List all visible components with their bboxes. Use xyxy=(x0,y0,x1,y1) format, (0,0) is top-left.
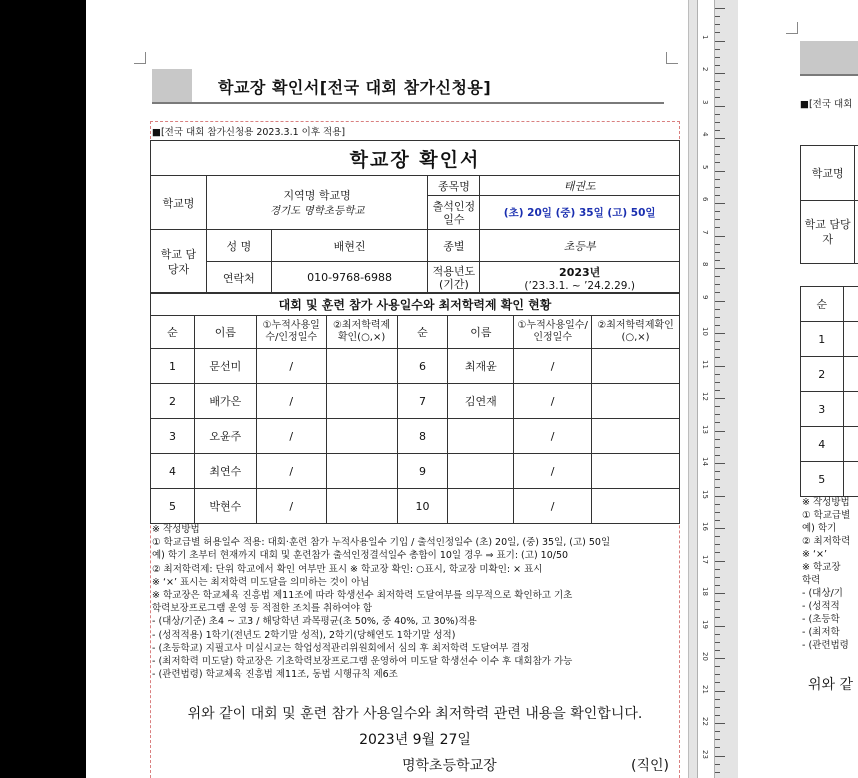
ruler-tick xyxy=(715,203,725,204)
col-no: 순 xyxy=(801,287,844,322)
row-no: 2 xyxy=(801,357,844,392)
ruler-number: 1 xyxy=(701,34,709,39)
section-title: 대회 및 훈련 참가 사용일수와 최저학력제 확인 현황 xyxy=(151,293,680,316)
school-label: 학교명 xyxy=(151,176,207,230)
issue-date[interactable]: 2023년 9월 27일 xyxy=(359,732,471,748)
ruler-tick xyxy=(715,260,720,261)
ruler-tick xyxy=(715,731,720,732)
student-days[interactable]: / xyxy=(256,384,326,419)
table-row xyxy=(801,427,858,462)
ruler-tick xyxy=(715,252,720,253)
note-line: 예) 학기 xyxy=(802,523,837,534)
note-line: ※ ‘×’ 표시는 최저학력 미도달을 의미하는 것이 아님 xyxy=(152,576,370,588)
ruler-tick xyxy=(715,317,720,318)
event-value[interactable]: 태권도 xyxy=(480,176,680,196)
ruler-tick xyxy=(715,301,725,302)
note-line: ※ 작성방법 xyxy=(802,497,850,508)
ruler-tick xyxy=(715,97,720,98)
student-name[interactable] xyxy=(448,419,514,454)
table-row xyxy=(801,392,858,427)
attendance-label: 출석인정일수 xyxy=(428,196,480,230)
header-gray-box xyxy=(800,41,858,76)
note-line: ※ ‘×’ xyxy=(802,549,827,560)
ruler-tick xyxy=(715,146,720,147)
table-row xyxy=(151,419,680,454)
student-name[interactable] xyxy=(448,454,514,489)
form-version-label: ■[전국 대회 참가신청용 2023.3.1 이후 적용] xyxy=(152,127,346,138)
ruler-tick xyxy=(715,114,720,115)
note-line: - (성적적 xyxy=(802,601,840,612)
ruler-tick xyxy=(715,398,725,399)
event-label: 종목명 xyxy=(428,176,480,196)
row-no: 3 xyxy=(151,419,195,454)
instructions-partial xyxy=(802,496,850,652)
ruler-tick xyxy=(715,41,725,42)
student-check[interactable] xyxy=(326,489,397,524)
ruler-tick xyxy=(715,276,720,277)
crop-mark xyxy=(134,52,146,64)
student-name[interactable]: 최연수 xyxy=(194,454,256,489)
ruler-tick xyxy=(715,414,720,415)
ruler-tick xyxy=(715,528,725,529)
school-label: 학교명 xyxy=(801,146,855,201)
student-name[interactable] xyxy=(843,462,858,497)
note-line: - (성적적용) 1학기(전년도 2학기말 성적), 2학기(당해연도 1학기말 성적) xyxy=(152,629,456,641)
ruler-number: 17 xyxy=(701,554,709,564)
student-check[interactable] xyxy=(592,419,680,454)
ruler-number: 22 xyxy=(701,717,709,726)
school-info-table-partial xyxy=(800,145,858,264)
ruler-tick xyxy=(715,439,720,440)
note-line: ※ 학교장 xyxy=(802,562,841,573)
ruler-number: 18 xyxy=(701,587,709,596)
ruler-tick xyxy=(715,764,720,765)
student-name[interactable] xyxy=(843,427,858,462)
next-page-preview[interactable] xyxy=(738,0,858,778)
school-name-cell[interactable] xyxy=(206,176,428,230)
ruler-tick xyxy=(715,292,720,293)
col-min: ②최저학력제확인(○,×) xyxy=(592,316,680,349)
col-name xyxy=(843,287,858,322)
student-name[interactable] xyxy=(448,489,514,524)
contact-value[interactable]: 010-9768-6988 xyxy=(271,262,428,294)
ruler-tick xyxy=(715,154,720,155)
ruler-tick xyxy=(715,658,725,659)
ruler-tick xyxy=(715,349,720,350)
school-name-line1: 지역명 학교명 xyxy=(283,189,351,202)
ruler-number: 20 xyxy=(701,652,709,661)
student-check[interactable] xyxy=(326,384,397,419)
name-value[interactable]: 배현진 xyxy=(271,230,428,262)
header-underline xyxy=(800,74,858,76)
student-name[interactable]: 문선미 xyxy=(194,349,256,384)
header-title: 학교장 확인서[전국 대회 참가신청용] xyxy=(218,78,492,97)
ruler-tick xyxy=(715,691,725,692)
year-value: 2023년 xyxy=(559,265,601,279)
ruler-tick xyxy=(715,617,720,618)
ruler-tick xyxy=(715,8,725,9)
student-check[interactable] xyxy=(326,349,397,384)
col-min: ②최저학력제확인(○,×) xyxy=(326,316,397,349)
ruler-tick xyxy=(715,130,720,131)
ruler-tick xyxy=(715,585,720,586)
note-line: - (최저학력 미도달) 학교장은 기초학력보장프로그램 운영하여 미도달 학생선수 이수 후 대회참가 가능 xyxy=(152,656,573,668)
ruler-number: 11 xyxy=(701,359,709,369)
category-value[interactable]: 초등부 xyxy=(480,230,680,262)
ruler-tick xyxy=(715,666,720,667)
ruler-tick xyxy=(715,536,720,537)
student-days[interactable]: / xyxy=(256,349,326,384)
school-info-table xyxy=(150,140,680,294)
student-days[interactable]: / xyxy=(514,349,592,384)
attendance-value[interactable]: (초) 20일 (중) 35일 (고) 50일 xyxy=(480,196,680,230)
students-table xyxy=(150,292,680,524)
col-name: 이름 xyxy=(448,316,514,349)
ruler-tick xyxy=(715,65,720,66)
ruler-tick xyxy=(715,187,720,188)
row-no: 1 xyxy=(801,322,844,357)
note-line: - (대상/기 xyxy=(802,588,843,599)
note-line: ※ 학교장은 학교체육 진흥법 제11조에 따라 학생선수 최저학력 도달여부를 의무적으로 확인하고 기초 xyxy=(152,590,573,602)
ruler-number: 9 xyxy=(701,294,709,299)
ruler-tick xyxy=(715,609,720,610)
ruler-tick xyxy=(715,739,720,740)
ruler-tick xyxy=(715,81,720,82)
row-no: 9 xyxy=(397,454,448,489)
student-days[interactable]: / xyxy=(256,454,326,489)
ruler-tick xyxy=(715,699,720,700)
ruler-number: 3 xyxy=(701,99,709,104)
col-no: 순 xyxy=(397,316,448,349)
ruler-tick xyxy=(715,341,720,342)
document-page[interactable] xyxy=(86,0,688,778)
ruler-tick xyxy=(715,284,720,285)
ruler-tick xyxy=(715,707,720,708)
confirm-statement: 위와 같이 대회 및 훈련 참가 사용일수와 최저학력 관련 내용을 확인합니다. xyxy=(187,706,643,722)
ruler-tick xyxy=(715,138,725,139)
year-period: (’23.3.1. ~ ’24.2.29.) xyxy=(524,279,635,292)
ruler-tick xyxy=(715,593,725,594)
col-name: 이름 xyxy=(194,316,256,349)
student-name[interactable] xyxy=(843,392,858,427)
contact-label: 연락처 xyxy=(206,262,271,294)
row-no: 4 xyxy=(151,454,195,489)
row-no: 5 xyxy=(151,489,195,524)
note-line: - (대상/기준) 초4 ~ 고3 / 해당학년 과목평균(초 50%, 중 40%, 고 30%)적용 xyxy=(152,616,477,628)
ruler-tick xyxy=(715,471,720,472)
table-row xyxy=(151,454,680,489)
ruler-tick xyxy=(715,723,725,724)
ruler-tick xyxy=(715,106,725,107)
ruler-tick xyxy=(715,333,725,334)
ruler-tick xyxy=(715,122,720,123)
student-days[interactable]: / xyxy=(256,489,326,524)
ruler-tick xyxy=(715,601,720,602)
name-label: 성 명 xyxy=(206,230,271,262)
form-version-label: ■[전국 대회 xyxy=(800,99,853,110)
student-name[interactable]: 배가은 xyxy=(194,384,256,419)
student-name[interactable]: 최재윤 xyxy=(448,349,514,384)
student-name[interactable]: 박현수 xyxy=(194,489,256,524)
row-no: 4 xyxy=(801,427,844,462)
note-line: - (초등학교) 지필고사 미실시교는 학업성적관리위원회에서 심의 후 최저학력 도달여부 결정 xyxy=(152,642,530,654)
row-no: 3 xyxy=(801,392,844,427)
ruler-number: 23 xyxy=(701,749,709,759)
ruler-number: 14 xyxy=(701,457,709,466)
ruler-tick xyxy=(715,447,720,448)
ruler-tick xyxy=(715,747,720,748)
ruler-tick xyxy=(715,626,725,627)
ruler-tick xyxy=(715,357,720,358)
student-check[interactable] xyxy=(326,454,397,489)
student-check[interactable] xyxy=(592,489,680,524)
ruler-tick xyxy=(715,642,720,643)
student-days[interactable]: / xyxy=(514,419,592,454)
ruler-number: 10 xyxy=(701,327,709,336)
ruler-tick xyxy=(715,16,720,17)
workspace-margin xyxy=(0,0,86,778)
ruler-tick xyxy=(715,49,720,50)
ruler-tick xyxy=(715,552,720,553)
ruler-tick xyxy=(715,390,720,391)
header-band xyxy=(152,69,664,104)
header-gray-box xyxy=(152,69,192,104)
ruler-tick xyxy=(715,236,725,237)
ruler-tick xyxy=(715,406,720,407)
instructions xyxy=(152,523,678,681)
crop-mark xyxy=(666,52,678,64)
year-label: 적용년도(기간) xyxy=(428,262,480,294)
ruler-number: 8 xyxy=(701,262,709,267)
ruler-tick xyxy=(715,325,720,326)
ruler-number: 12 xyxy=(701,392,709,401)
row-no: 1 xyxy=(151,349,195,384)
ruler-tick xyxy=(715,577,720,578)
table-row xyxy=(801,462,858,497)
ruler-tick xyxy=(715,374,720,375)
student-days[interactable]: / xyxy=(514,489,592,524)
ruler-tick xyxy=(715,674,720,675)
ruler-tick xyxy=(715,309,720,310)
ruler-tick xyxy=(715,520,720,521)
seal-placeholder: (직인) xyxy=(631,758,669,774)
note-line: 학력 xyxy=(802,575,821,586)
ruler-tick xyxy=(715,73,725,74)
ruler-number: 5 xyxy=(701,164,709,169)
student-days[interactable]: / xyxy=(514,384,592,419)
ruler-tick xyxy=(715,431,725,432)
row-no: 10 xyxy=(397,489,448,524)
table-row xyxy=(801,357,858,392)
note-line: ① 학교급별 xyxy=(802,510,851,521)
note-line: - (관련법령 xyxy=(802,640,849,651)
ruler-tick xyxy=(715,227,720,228)
student-check[interactable] xyxy=(592,454,680,489)
confirm-statement: 위와 같 xyxy=(808,677,854,693)
note-line: ※ 작성방법 xyxy=(152,524,200,535)
note-line: ② 최저학력 xyxy=(802,536,851,547)
ruler-number: 15 xyxy=(701,489,709,499)
ruler-tick xyxy=(715,171,725,172)
ruler-tick xyxy=(715,24,720,25)
vertical-ruler[interactable] xyxy=(688,0,738,778)
ruler-number: 6 xyxy=(701,197,709,202)
ruler-tick xyxy=(715,179,720,180)
ruler-tick xyxy=(715,422,720,423)
note-line: 학력보장프로그램 운영 등 적절한 조치를 취하여야 함 xyxy=(152,603,373,615)
ruler-tick xyxy=(715,244,720,245)
note-line: 예) 학기 초부터 현재까지 대회 및 훈련참가 출석인정결석일수 총합이 10일 경우 ⇒ 표기: (고) 10/50 xyxy=(152,550,569,562)
col-no: 순 xyxy=(151,316,195,349)
ruler-tick xyxy=(715,195,720,196)
ruler-strip xyxy=(697,0,715,778)
ruler-tick xyxy=(715,772,720,773)
table-row xyxy=(151,349,680,384)
student-name[interactable] xyxy=(843,357,858,392)
ruler-number: 21 xyxy=(701,684,709,694)
note-line: ① 학교급별 허용일수 적용: 대회·훈련 참가 누적사용일수 기입 / 출석인정일수 (초) 20일, (중) 35일, (고) 50일 xyxy=(152,537,611,549)
ruler-number: 19 xyxy=(701,619,709,629)
student-days[interactable]: / xyxy=(256,419,326,454)
ruler-tick xyxy=(715,569,720,570)
ruler-tick xyxy=(715,57,720,58)
form-title: 학교장 확인서 xyxy=(151,141,680,176)
ruler-tick xyxy=(715,512,720,513)
ruler-tick xyxy=(715,682,720,683)
manager-label: 학교 담당자 xyxy=(801,201,855,264)
table-row xyxy=(801,322,858,357)
ruler-tick xyxy=(715,479,720,480)
ruler-tick xyxy=(715,561,725,562)
ruler-tick xyxy=(715,496,725,497)
col-days: ①누적사용일수/인정일수 xyxy=(256,316,326,349)
student-name[interactable]: 김연재 xyxy=(448,384,514,419)
ruler-number: 7 xyxy=(701,229,709,234)
note-line: - (초등학 xyxy=(802,614,840,625)
ruler-tick xyxy=(715,89,720,90)
note-line: - (최저학 xyxy=(802,627,840,638)
ruler-tick xyxy=(715,544,720,545)
ruler-tick xyxy=(715,634,720,635)
year-cell[interactable] xyxy=(480,262,680,294)
row-no: 6 xyxy=(397,349,448,384)
ruler-tick xyxy=(715,715,720,716)
ruler-tick xyxy=(715,650,720,651)
student-name[interactable]: 오윤주 xyxy=(194,419,256,454)
ruler-tick xyxy=(715,504,720,505)
ruler-tick xyxy=(715,162,720,163)
manager-label: 학교 담당자 xyxy=(151,230,207,294)
ruler-tick xyxy=(715,756,725,757)
note-line: - (관련법령) 학교체육 진흥법 제11조, 동법 시행규칙 제6조 xyxy=(152,669,398,681)
crop-mark xyxy=(786,22,798,34)
row-no: 7 xyxy=(397,384,448,419)
category-label: 종별 xyxy=(428,230,480,262)
ruler-tick xyxy=(715,211,720,212)
ruler-tick xyxy=(715,487,720,488)
ruler-tick xyxy=(715,463,725,464)
row-no: 5 xyxy=(801,462,844,497)
row-no: 8 xyxy=(397,419,448,454)
ruler-number: 16 xyxy=(701,522,709,531)
student-days[interactable]: / xyxy=(514,454,592,489)
table-row xyxy=(151,384,680,419)
school-name-line2: 경기도 명학초등학교 xyxy=(269,205,365,217)
ruler-tick xyxy=(715,32,720,33)
student-check[interactable] xyxy=(326,419,397,454)
col-days: ①누적사용일수/인정일수 xyxy=(514,316,592,349)
students-table-partial xyxy=(800,286,858,497)
note-line: ② 최저학력제: 단위 학교에서 확인 여부만 표시 ※ 학교장 확인: ○표시, 학교장 미확인: × 표시 xyxy=(152,563,543,575)
ruler-tick xyxy=(715,455,720,456)
ruler-tick xyxy=(715,219,720,220)
student-name[interactable] xyxy=(843,322,858,357)
table-row xyxy=(151,489,680,524)
ruler-tick xyxy=(715,382,720,383)
ruler-number: 13 xyxy=(701,424,709,434)
ruler-tick xyxy=(715,268,725,269)
row-no: 2 xyxy=(151,384,195,419)
ruler-tick xyxy=(715,366,725,367)
ruler-number: 4 xyxy=(701,132,709,137)
header-underline xyxy=(152,102,664,104)
ruler-number: 2 xyxy=(701,67,709,72)
school-signature: 명학초등학교장 xyxy=(402,758,497,774)
student-check[interactable] xyxy=(592,384,680,419)
student-check[interactable] xyxy=(592,349,680,384)
